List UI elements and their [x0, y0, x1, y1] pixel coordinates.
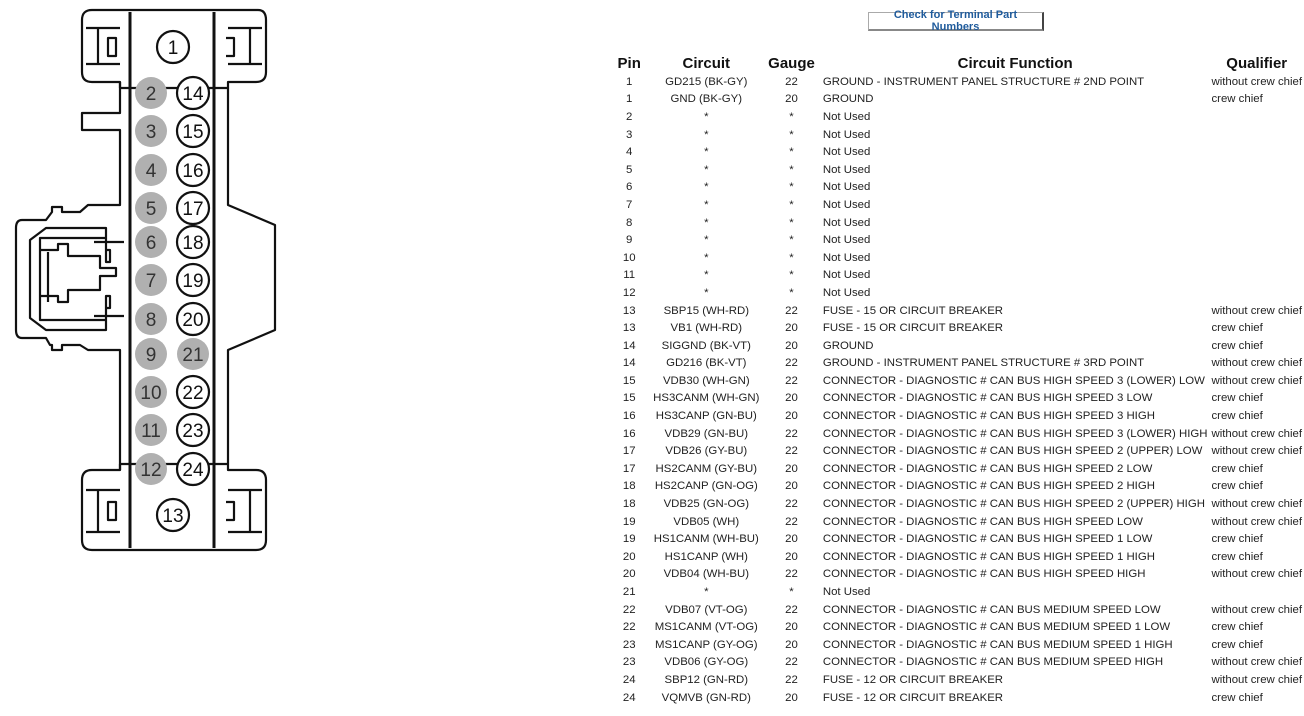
cell-circuit-function: CONNECTOR - DIAGNOSTIC # CAN BUS HIGH SPEED 3 LOW — [822, 392, 1153, 405]
cell-gauge: * — [789, 251, 794, 264]
cell-qualifier: without crew chief — [1211, 673, 1302, 686]
table-row — [612, 126, 1304, 144]
cell-circuit-function: Not Used — [822, 586, 871, 599]
cell-circuit-function: CONNECTOR - DIAGNOSTIC # CAN BUS HIGH SPEED 3 HIGH — [822, 410, 1155, 423]
pin-cavity-8 — [135, 303, 167, 335]
cell-gauge: 20 — [785, 638, 798, 651]
pin-cavity-11 — [135, 414, 167, 446]
table-row — [612, 601, 1304, 619]
cell-gauge: 20 — [785, 691, 798, 704]
cell-circuit-function: Not Used — [822, 234, 871, 247]
cell-circuit: * — [704, 251, 709, 264]
cell-qualifier — [1209, 214, 1304, 232]
cell-qualifier: without crew chief — [1211, 603, 1302, 616]
cell-pin: 17 — [622, 462, 636, 475]
cell-circuit-function: Not Used — [822, 110, 871, 123]
cell-circuit-function: GROUND — [822, 339, 874, 352]
cell-pin: 22 — [622, 603, 636, 616]
cell-gauge: * — [789, 586, 794, 599]
svg-text:8: 8 — [145, 310, 157, 331]
cell-qualifier — [1209, 143, 1304, 161]
cell-gauge: 22 — [785, 75, 798, 88]
cell-gauge: * — [789, 110, 794, 123]
cell-circuit-function: Not Used — [822, 198, 871, 211]
cell-pin: 14 — [622, 339, 636, 352]
header-circuit-function: Circuit Function — [957, 54, 1073, 72]
cell-circuit-function: Not Used — [822, 181, 871, 194]
cell-pin: 11 — [623, 269, 636, 282]
table-row — [612, 566, 1304, 584]
svg-text:4: 4 — [145, 161, 157, 182]
table-row — [612, 319, 1304, 337]
cell-circuit: SIGGND (BK-VT) — [661, 339, 751, 352]
cell-circuit-function: CONNECTOR - DIAGNOSTIC # CAN BUS HIGH SPEED LOW — [822, 515, 1143, 528]
cell-circuit-function: Not Used — [822, 251, 871, 264]
cell-pin: 21 — [622, 586, 636, 599]
cell-circuit: VB1 (WH-RD) — [670, 322, 743, 335]
table-row — [612, 425, 1304, 443]
cell-qualifier: crew chief — [1211, 410, 1263, 423]
cell-pin: 14 — [622, 357, 636, 370]
cell-circuit: * — [704, 234, 709, 247]
cell-circuit-function: CONNECTOR - DIAGNOSTIC # CAN BUS HIGH SPEED 2 (UPPER) HIGH — [822, 498, 1205, 511]
table-row — [612, 618, 1304, 636]
pin-cavity-20 — [177, 303, 209, 335]
svg-text:15: 15 — [182, 122, 204, 143]
table-row — [612, 548, 1304, 566]
cell-pin: 10 — [622, 251, 636, 264]
svg-text:11: 11 — [141, 421, 161, 442]
pin-cavity-10 — [135, 376, 167, 408]
cell-gauge: 22 — [785, 603, 798, 616]
cell-gauge: 20 — [785, 480, 798, 493]
cell-qualifier — [1209, 161, 1304, 179]
cell-pin: 20 — [622, 568, 636, 581]
cell-circuit: * — [704, 163, 709, 176]
cell-circuit-function: CONNECTOR - DIAGNOSTIC # CAN BUS MEDIUM SPEED HIGH — [822, 656, 1164, 669]
pin-cavity-17 — [177, 192, 209, 224]
cell-circuit: * — [704, 586, 709, 599]
cell-gauge: * — [789, 198, 794, 211]
cell-qualifier: crew chief — [1211, 550, 1263, 563]
svg-text:6: 6 — [145, 233, 157, 254]
cell-qualifier: without crew chief — [1211, 498, 1302, 511]
pin-cavity-4 — [135, 154, 167, 186]
svg-text:10: 10 — [140, 383, 162, 404]
cell-pin: 17 — [622, 445, 636, 458]
cell-qualifier — [1209, 231, 1304, 249]
table-row — [612, 267, 1304, 285]
pin-cavity-21 — [177, 338, 209, 370]
cell-gauge: 22 — [785, 656, 798, 669]
cell-gauge: 20 — [785, 621, 798, 634]
cell-pin: 15 — [622, 374, 636, 387]
cell-pin: 19 — [622, 533, 636, 546]
table-row — [612, 442, 1304, 460]
pin-cavity-9 — [135, 338, 167, 370]
cell-pin: 22 — [622, 621, 636, 634]
pin-cavity-3 — [135, 115, 167, 147]
cell-circuit-function: CONNECTOR - DIAGNOSTIC # CAN BUS HIGH SPEED 2 HIGH — [822, 480, 1155, 493]
cell-circuit: HS2CANP (GN-OG) — [654, 480, 758, 493]
cell-circuit-function: CONNECTOR - DIAGNOSTIC # CAN BUS MEDIUM SPEED LOW — [822, 603, 1161, 616]
svg-text:12: 12 — [140, 460, 162, 481]
cell-circuit-function: CONNECTOR - DIAGNOSTIC # CAN BUS MEDIUM SPEED 1 HIGH — [822, 638, 1173, 651]
cell-circuit-function: CONNECTOR - DIAGNOSTIC # CAN BUS HIGH SPEED 3 (LOWER) HIGH — [822, 427, 1208, 440]
cell-circuit: HS3CANM (WH-GN) — [653, 392, 760, 405]
pin-cavity-1 — [157, 31, 189, 63]
cell-qualifier — [1209, 583, 1304, 601]
cell-circuit: VDB26 (GY-BU) — [665, 445, 748, 458]
cell-gauge: 20 — [785, 392, 798, 405]
cell-circuit: * — [704, 146, 709, 159]
cell-circuit-function: FUSE - 15 OR CIRCUIT BREAKER — [822, 304, 1004, 317]
cell-gauge: 22 — [785, 427, 798, 440]
pin-cavity-7 — [135, 264, 167, 296]
table-row — [612, 231, 1304, 249]
cell-pin: 13 — [622, 304, 636, 317]
cell-qualifier: crew chief — [1211, 621, 1263, 634]
cell-qualifier — [1209, 126, 1304, 144]
svg-text:18: 18 — [182, 233, 204, 254]
cell-pin: 1 — [626, 75, 633, 88]
cell-circuit-function: CONNECTOR - DIAGNOSTIC # CAN BUS MEDIUM SPEED 1 LOW — [822, 621, 1171, 634]
cell-qualifier: crew chief — [1211, 322, 1263, 335]
cell-circuit-function: CONNECTOR - DIAGNOSTIC # CAN BUS HIGH SPEED HIGH — [822, 568, 1146, 581]
table-row — [612, 179, 1304, 197]
cell-circuit: * — [704, 110, 709, 123]
cell-pin: 16 — [622, 427, 636, 440]
cell-circuit: * — [704, 286, 709, 299]
table-row — [612, 284, 1304, 302]
cell-circuit: VQMVB (GN-RD) — [661, 691, 751, 704]
cell-qualifier — [1209, 179, 1304, 197]
check-terminal-part-numbers-button[interactable]: Check for Terminal Part Numbers — [868, 12, 1044, 31]
cell-circuit: MS1CANM (VT-OG) — [654, 621, 758, 634]
table-row — [612, 372, 1304, 390]
header-pin: Pin — [617, 54, 641, 72]
cell-gauge: 20 — [785, 322, 798, 335]
cell-circuit: VDB25 (GN-OG) — [663, 498, 750, 511]
table-row — [612, 530, 1304, 548]
cell-pin: 23 — [622, 656, 636, 669]
cell-gauge: * — [789, 181, 794, 194]
cell-pin: 18 — [622, 498, 636, 511]
cell-circuit-function: CONNECTOR - DIAGNOSTIC # CAN BUS HIGH SPEED 2 LOW — [822, 462, 1153, 475]
svg-text:22: 22 — [182, 383, 204, 404]
table-row — [612, 513, 1304, 531]
cell-circuit: GD216 (BK-VT) — [666, 357, 747, 370]
cell-qualifier: crew chief — [1211, 392, 1263, 405]
table-row — [612, 583, 1304, 601]
cell-qualifier — [1209, 267, 1304, 285]
table-row — [612, 91, 1304, 109]
table-row — [612, 407, 1304, 425]
header-circuit: Circuit — [682, 54, 731, 72]
cell-gauge: 20 — [785, 462, 798, 475]
cell-qualifier: crew chief — [1211, 638, 1263, 651]
cell-qualifier: crew chief — [1211, 533, 1263, 546]
header-gauge: Gauge — [768, 54, 815, 72]
cell-qualifier: crew chief — [1211, 691, 1263, 704]
cell-gauge: 20 — [785, 533, 798, 546]
cell-circuit: HS3CANP (GN-BU) — [655, 410, 757, 423]
cell-qualifier — [1209, 284, 1304, 302]
cell-qualifier: without crew chief — [1211, 656, 1302, 669]
cell-gauge: * — [789, 269, 794, 282]
svg-text:7: 7 — [145, 271, 157, 292]
cell-gauge: 22 — [785, 515, 798, 528]
cell-circuit-function: Not Used — [822, 163, 871, 176]
cell-circuit-function: Not Used — [822, 146, 871, 159]
cell-qualifier: crew chief — [1211, 339, 1263, 352]
svg-text:17: 17 — [182, 199, 204, 220]
svg-text:23: 23 — [182, 421, 204, 442]
cell-circuit-function: GROUND - INSTRUMENT PANEL STRUCTURE # 2ND POINT — [822, 75, 1145, 88]
cell-circuit: VDB04 (WH-BU) — [663, 568, 749, 581]
cell-gauge: 20 — [785, 339, 798, 352]
cell-gauge: 20 — [785, 550, 798, 563]
cell-circuit: * — [704, 198, 709, 211]
cell-gauge: 22 — [785, 304, 798, 317]
cell-circuit-function: FUSE - 12 OR CIRCUIT BREAKER — [822, 673, 1004, 686]
cell-gauge: 22 — [785, 498, 798, 511]
table-row — [612, 249, 1304, 267]
cell-circuit-function: Not Used — [822, 286, 871, 299]
cell-pin: 8 — [626, 216, 633, 229]
cell-qualifier: without crew chief — [1211, 357, 1302, 370]
cell-qualifier: crew chief — [1211, 93, 1263, 106]
cell-qualifier: without crew chief — [1211, 445, 1302, 458]
svg-text:3: 3 — [145, 122, 157, 143]
pinout-table — [612, 53, 1304, 706]
svg-text:21: 21 — [182, 345, 204, 366]
cell-pin: 9 — [626, 234, 633, 247]
cell-gauge: * — [789, 163, 794, 176]
cell-circuit: SBP15 (WH-RD) — [663, 304, 749, 317]
cell-circuit-function: CONNECTOR - DIAGNOSTIC # CAN BUS HIGH SPEED 1 HIGH — [822, 550, 1155, 563]
cell-gauge: * — [789, 146, 794, 159]
cell-pin: 7 — [626, 198, 633, 211]
cell-circuit: * — [704, 181, 709, 194]
cell-pin: 24 — [622, 691, 636, 704]
cell-qualifier: without crew chief — [1211, 304, 1302, 317]
cell-circuit-function: Not Used — [822, 128, 871, 141]
cell-circuit: GD215 (BK-GY) — [665, 75, 748, 88]
cell-circuit-function: GROUND — [822, 93, 874, 106]
table-row — [612, 196, 1304, 214]
cell-circuit: VDB30 (WH-GN) — [662, 374, 750, 387]
table-row — [612, 671, 1304, 689]
cell-circuit-function: CONNECTOR - DIAGNOSTIC # CAN BUS HIGH SPEED 2 (UPPER) LOW — [822, 445, 1203, 458]
pin-cavity-16 — [177, 154, 209, 186]
cell-circuit: VDB06 (GY-OG) — [664, 656, 749, 669]
cell-pin: 12 — [622, 286, 636, 299]
cell-circuit: SBP12 (GN-RD) — [664, 673, 749, 686]
cell-gauge: 20 — [785, 410, 798, 423]
cell-pin: 6 — [626, 181, 633, 194]
cell-gauge: 22 — [785, 568, 798, 581]
cell-gauge: * — [789, 128, 794, 141]
cell-gauge: 22 — [785, 357, 798, 370]
pin-cavity-24 — [177, 453, 209, 485]
table-row — [612, 73, 1304, 91]
cell-gauge: 22 — [785, 374, 798, 387]
cell-circuit: * — [704, 216, 709, 229]
cell-circuit-function: FUSE - 15 OR CIRCUIT BREAKER — [822, 322, 1004, 335]
cell-pin: 20 — [622, 550, 636, 563]
svg-text:20: 20 — [182, 310, 204, 331]
cell-pin: 18 — [622, 480, 636, 493]
cell-pin: 15 — [622, 392, 636, 405]
cell-circuit-function: FUSE - 12 OR CIRCUIT BREAKER — [822, 691, 1004, 704]
cell-qualifier: without crew chief — [1211, 427, 1302, 440]
table-row — [612, 689, 1304, 707]
cell-qualifier — [1209, 196, 1304, 214]
cell-gauge: 22 — [785, 673, 798, 686]
cell-circuit: VDB29 (GN-BU) — [664, 427, 749, 440]
cell-pin: 4 — [626, 146, 633, 159]
cell-qualifier — [1209, 108, 1304, 126]
cell-circuit-function: CONNECTOR - DIAGNOSTIC # CAN BUS HIGH SPEED 3 (LOWER) LOW — [822, 374, 1205, 387]
pin-cavity-18 — [177, 226, 209, 258]
cell-circuit: MS1CANP (GY-OG) — [655, 638, 758, 651]
cell-circuit-function: Not Used — [822, 216, 871, 229]
cell-circuit: GND (BK-GY) — [670, 93, 743, 106]
cell-gauge: * — [789, 216, 794, 229]
cell-circuit-function: Not Used — [822, 269, 871, 282]
pin-cavity-2 — [135, 77, 167, 109]
table-header-row — [612, 53, 1304, 73]
cell-qualifier: crew chief — [1211, 462, 1263, 475]
cell-gauge: 22 — [785, 445, 798, 458]
table-row — [612, 337, 1304, 355]
table-row — [612, 654, 1304, 672]
cell-pin: 24 — [622, 673, 636, 686]
pin-cavity-5 — [135, 192, 167, 224]
table-row — [612, 214, 1304, 232]
table-row — [612, 636, 1304, 654]
table-row — [612, 143, 1304, 161]
cell-pin: 3 — [626, 128, 633, 141]
cell-circuit: HS2CANM (GY-BU) — [655, 462, 758, 475]
svg-text:2: 2 — [145, 84, 157, 105]
cell-qualifier: without crew chief — [1211, 374, 1302, 387]
svg-text:13: 13 — [162, 506, 184, 527]
table-row — [612, 460, 1304, 478]
cell-circuit: HS1CANP (WH) — [664, 550, 748, 563]
cell-circuit-function: GROUND - INSTRUMENT PANEL STRUCTURE # 3RD POINT — [822, 357, 1145, 370]
table-row — [612, 355, 1304, 373]
cell-circuit-function: CONNECTOR - DIAGNOSTIC # CAN BUS HIGH SPEED 1 LOW — [822, 533, 1153, 546]
cell-pin: 13 — [622, 322, 636, 335]
table-row — [612, 108, 1304, 126]
table-row — [612, 390, 1304, 408]
pin-cavity-23 — [177, 414, 209, 446]
table-row — [612, 478, 1304, 496]
table-row — [612, 495, 1304, 513]
pin-cavity-15 — [177, 115, 209, 147]
svg-text:1: 1 — [167, 38, 179, 59]
connector-face-diagram — [0, 0, 300, 570]
svg-text:24: 24 — [182, 460, 204, 481]
pin-cavity-19 — [177, 264, 209, 296]
cell-pin: 16 — [622, 410, 636, 423]
pin-cavity-14 — [177, 77, 209, 109]
cell-qualifier — [1209, 249, 1304, 267]
cell-gauge: * — [789, 286, 794, 299]
svg-text:14: 14 — [182, 84, 204, 105]
svg-text:16: 16 — [182, 161, 204, 182]
cell-pin: 5 — [626, 163, 633, 176]
svg-text:9: 9 — [145, 345, 157, 366]
pin-cavity-13 — [157, 499, 189, 531]
svg-text:5: 5 — [145, 199, 157, 220]
cell-qualifier: without crew chief — [1211, 75, 1302, 88]
table-row — [612, 161, 1304, 179]
pin-cavity-22 — [177, 376, 209, 408]
cell-circuit: HS1CANM (WH-BU) — [653, 533, 759, 546]
cell-pin: 1 — [626, 93, 633, 106]
svg-text:19: 19 — [182, 271, 204, 292]
pin-cavity-12 — [135, 453, 167, 485]
table-row — [612, 302, 1304, 320]
cell-circuit: * — [704, 128, 709, 141]
cell-circuit: VDB05 (WH) — [673, 515, 740, 528]
cell-gauge: * — [789, 234, 794, 247]
pin-cavity-6 — [135, 226, 167, 258]
cell-gauge: 20 — [785, 93, 798, 106]
cell-pin: 2 — [626, 110, 633, 123]
cell-qualifier: without crew chief — [1211, 515, 1302, 528]
cell-pin: 19 — [622, 515, 636, 528]
cell-qualifier: without crew chief — [1211, 568, 1302, 581]
cell-circuit: * — [704, 269, 709, 282]
cell-qualifier: crew chief — [1211, 480, 1263, 493]
header-qualifier: Qualifier — [1226, 54, 1288, 72]
cell-circuit: VDB07 (VT-OG) — [665, 603, 748, 616]
cell-pin: 23 — [622, 638, 636, 651]
